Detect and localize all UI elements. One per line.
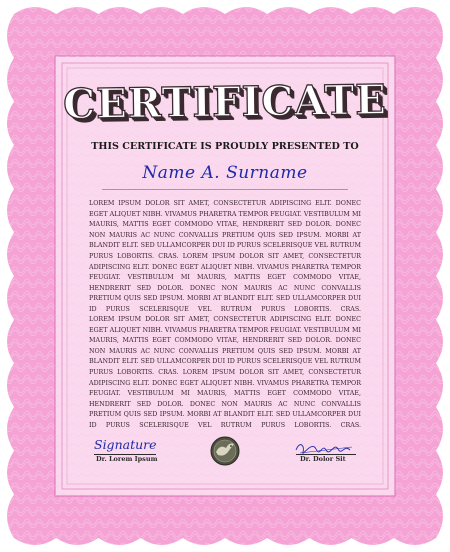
recipient-name: Name A. Surname bbox=[142, 163, 308, 183]
presented-to-line: THIS CERTIFICATE IS PROUDLY PRESENTED TO bbox=[91, 141, 359, 152]
signature-left: Signature bbox=[94, 437, 157, 452]
certificate-title: CERTIFICATE bbox=[62, 75, 388, 129]
recipient-underline bbox=[102, 189, 348, 190]
dove-seal-icon bbox=[211, 437, 239, 465]
signature-right-name: Dr. Dolor Sit bbox=[300, 455, 346, 463]
body-paragraph-2: LOREM IPSUM DOLOR SIT AMET, CONSECTETUR ADIPISCING ELIT. DONEC EGET ALIQUET NIBH. VIVAMUS PHARETRA TEMPOR FEUGIAT. VESTIBULUM MI MAURIS, MATTIS EGET COMMODO VITAE, HENDRERIT SED DOLOR. DONEC NON MAURIS AC NUNC CONVALLIS PRETIUM QUIS SED IPSUM. MORBI AT BLANDIT ELIT. SED ULLAMCORPER DUI ID PURUS SCELERISQUE VEL RUTRUM PURUS LOBORTIS. CRAS. LOREM IPSUM DOLOR SIT AMET, CONSECTETUR ADIPISCING ELIT. DONEC EGET ALIQUET NIBH. VIVAMUS PHARETRA TEMPOR FEUGIAT. VESTIBULUM MI MAURIS, MATTIS EGET COMMODO VITAE, HENDRERIT SED DOLOR. DONEC NON MAURIS AC NUNC CONVALLIS PRETIUM QUIS SED IPSUM. MORBI AT BLANDIT ELIT. SED ULLAMCORPER DUI ID PURUS SCELERISQUE VEL RUTRUM PURUS LOBORTIS. CRAS. bbox=[89, 316, 361, 429]
body-paragraph-1: LOREM IPSUM DOLOR SIT AMET, CONSECTETUR ADIPISCING ELIT. DONEC EGET ALIQUET NIBH. VIVAMUS PHARETRA TEMPOR FEUGIAT. VESTIBULUM MI MAURIS, MATTIS EGET COMMODO VITAE, HENDRERIT SED DOLOR. DONEC NON MAURIS AC NUNC CONVALLIS PRETIUM QUIS SED IPSUM. MORBI AT BLANDIT ELIT. SED ULLAMCORPER DUI ID PURUS SCELERISQUE VEL RUTRUM PURUS LOBORTIS. CRAS. LOREM IPSUM DOLOR SIT AMET, CONSECTETUR ADIPISCING ELIT. DONEC EGET ALIQUET NIBH. VIVAMUS PHARETRA TEMPOR FEUGIAT. VESTIBULUM MI MAURIS, MATTIS EGET COMMODO VITAE, HENDRERIT SED DOLOR. DONEC NON MAURIS AC NUNC CONVALLIS PRETIUM QUIS SED IPSUM. MORBI AT BLANDIT ELIT. SED ULLAMCORPER DUI ID PURUS SCELERISQUE VEL RUTRUM PURUS LOBORTIS. CRAS. bbox=[89, 200, 361, 313]
signature-left-name: Dr. Lorem Ipsum bbox=[96, 455, 158, 463]
